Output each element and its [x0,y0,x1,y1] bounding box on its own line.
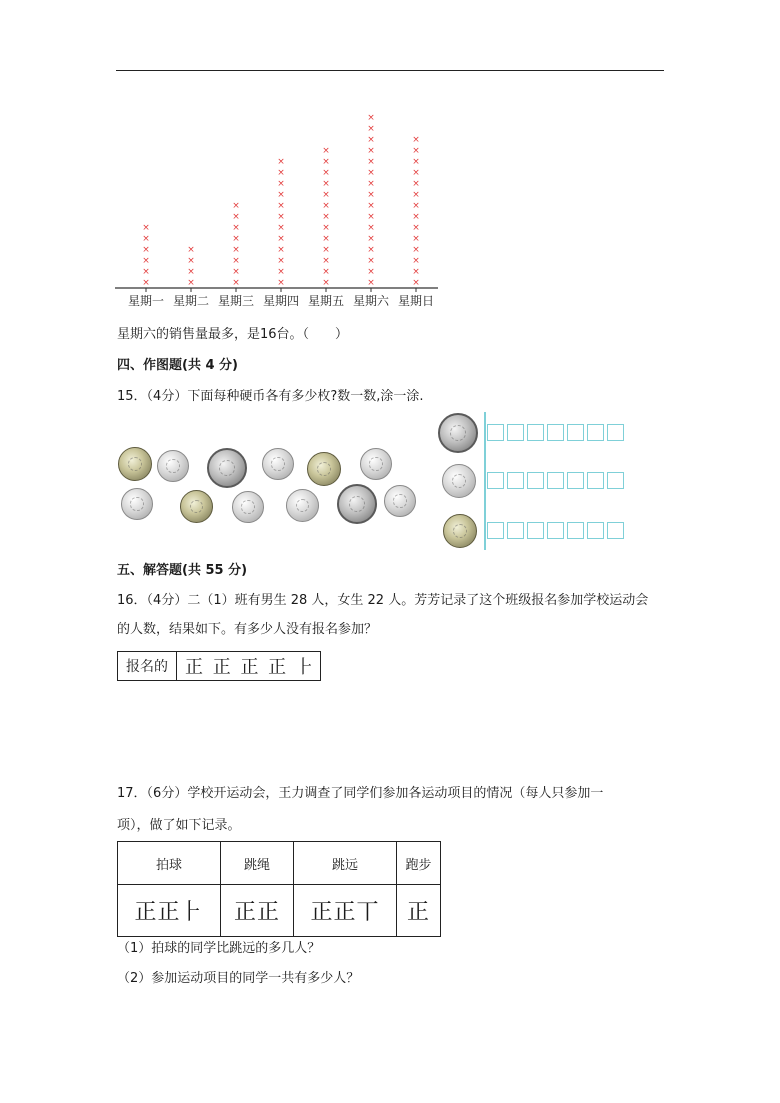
q17-sub2: （2）参加运动项目的同学一共有多少人？ [117,971,360,986]
answer-box[interactable] [527,424,544,441]
coin-1-icon [307,452,341,486]
data-mark: × [367,212,375,222]
answer-box[interactable] [527,522,544,539]
q16-line2: 的人数，结果如下。有多少人没有报名参加？ [117,622,378,637]
data-mark: × [367,135,375,145]
x-tick-label: 星期三 [217,294,255,308]
sales-dot-plot [110,100,450,315]
data-mark: × [412,267,420,277]
answer-boxes-row-2[interactable] [487,472,624,489]
data-mark: × [412,278,420,288]
coin-5-icon [286,489,319,522]
answer-box[interactable] [547,522,564,539]
data-mark: × [412,201,420,211]
data-mark: × [187,267,195,277]
data-mark: × [367,146,375,156]
coin-5-icon [232,491,264,523]
answer-boxes-row-1[interactable] [487,424,624,441]
data-mark: × [322,278,330,288]
answer-box[interactable] [547,424,564,441]
data-mark: × [142,256,150,266]
q17-header-paobu: 跑步 [397,842,441,885]
data-mark: × [322,223,330,233]
q17-sub1: （1）拍球的同学比跳远的多几人？ [117,941,321,956]
answer-box[interactable] [607,522,624,539]
data-mark: × [277,223,285,233]
data-mark: × [412,223,420,233]
data-mark: × [277,267,285,277]
data-mark: × [277,179,285,189]
data-mark: × [322,267,330,277]
data-mark: × [232,278,240,288]
answer-box[interactable] [487,472,504,489]
data-mark: × [187,278,195,288]
q17-tally-tiaoyuan: 正正丅 [294,885,397,937]
q17-line2: 项），做了如下记录。 [117,818,241,833]
q14-statement: 星期六的销售量最多，是16台。（ ） [117,327,349,342]
data-mark: × [322,146,330,156]
data-mark: × [277,201,285,211]
data-mark: × [367,157,375,167]
answer-box[interactable] [507,424,524,441]
data-mark: × [142,245,150,255]
answer-divider [484,412,486,550]
data-mark: × [232,256,240,266]
data-mark: × [322,234,330,244]
header-rule [116,70,664,71]
data-mark: × [412,212,420,222]
x-tick-label: 星期二 [172,294,210,308]
data-mark: × [322,190,330,200]
coin-5-icon [121,488,153,520]
answer-box[interactable] [487,424,504,441]
q17-record-table [117,841,441,937]
answer-box[interactable] [607,424,624,441]
q17-tally-tiaosheng: 正正 [221,885,294,937]
data-mark: × [142,267,150,277]
data-mark: × [412,256,420,266]
q16-tally: 正 正 正 正 ⺊ [177,652,321,681]
data-mark: × [277,168,285,178]
data-mark: × [322,157,330,167]
answer-box[interactable] [587,424,604,441]
coin-1-icon [443,514,477,548]
data-mark: × [232,267,240,277]
data-mark: × [412,146,420,156]
data-mark: × [367,223,375,233]
data-mark: × [367,256,375,266]
answer-box[interactable] [567,472,584,489]
coin-5-icon [262,448,294,480]
data-mark: × [322,256,330,266]
coin-5-icon [157,450,189,482]
data-mark: × [232,212,240,222]
data-mark: × [142,234,150,244]
data-mark: × [277,278,285,288]
q17-header-tiaosheng: 跳绳 [221,842,294,885]
q16-table-label: 报名的 [118,652,177,681]
data-mark: × [277,234,285,244]
coin-10-icon [438,413,478,453]
x-tick-label: 星期一 [127,294,165,308]
x-tick-label: 星期五 [307,294,345,308]
data-mark: × [412,234,420,244]
data-mark: × [412,135,420,145]
data-mark: × [367,179,375,189]
data-mark: × [367,278,375,288]
data-mark: × [232,201,240,211]
q17-line1: 17．（6分）学校开运动会，王力调查了同学们参加各运动项目的情况（每人只参加一 [117,786,604,801]
q17-header-paiqiu: 拍球 [118,842,221,885]
answer-box[interactable] [507,472,524,489]
data-mark: × [367,234,375,244]
coin-1-icon [180,490,213,523]
answer-box[interactable] [567,424,584,441]
data-mark: × [232,234,240,244]
answer-box[interactable] [587,472,604,489]
answer-box[interactable] [527,472,544,489]
data-mark: × [322,212,330,222]
q17-header-tiaoyuan: 跳远 [294,842,397,885]
data-mark: × [322,168,330,178]
data-mark: × [232,245,240,255]
x-tick-label: 星期四 [262,294,300,308]
answer-box[interactable] [567,522,584,539]
data-mark: × [142,278,150,288]
coin-10-icon [337,484,377,524]
q16-tally-table [117,651,321,681]
answer-box[interactable] [607,472,624,489]
x-tick-label: 星期日 [397,294,435,308]
coin-5-icon [384,485,416,517]
data-mark: × [277,256,285,266]
coin-1-icon [118,447,152,481]
data-mark: × [277,190,285,200]
data-mark: × [412,179,420,189]
data-mark: × [232,223,240,233]
data-mark: × [277,157,285,167]
data-mark: × [367,201,375,211]
data-mark: × [322,179,330,189]
data-mark: × [412,190,420,200]
q15-text: 15．（4分）下面每种硬币各有多少枚?数一数,涂一涂. [117,389,424,404]
answer-box[interactable] [547,472,564,489]
data-mark: × [412,168,420,178]
data-mark: × [412,245,420,255]
q17-tally-paiqiu: 正正⺊ [118,885,221,937]
data-mark: × [322,245,330,255]
data-mark: × [367,124,375,134]
data-mark: × [322,201,330,211]
q17-tally-paobu: 正 [397,885,441,937]
data-mark: × [187,256,195,266]
data-mark: × [367,267,375,277]
section5-title: 五、解答题(共 55 分) [117,563,248,578]
data-mark: × [277,212,285,222]
data-mark: × [142,223,150,233]
x-tick-label: 星期六 [352,294,390,308]
coin-10-icon [207,448,247,488]
data-mark: × [412,157,420,167]
coin-5-icon [442,464,476,498]
answer-boxes-row-3[interactable] [487,522,624,539]
answer-box[interactable] [487,522,504,539]
data-mark: × [367,245,375,255]
section4-title: 四、作图题(共 4 分) [117,358,238,373]
data-mark: × [367,113,375,123]
q16-line1: 16．（4分）二（1）班有男生 28 人，女生 22 人。芳芳记录了这个班级报名参加学校运动会 [117,593,649,608]
data-mark: × [367,168,375,178]
data-mark: × [367,190,375,200]
data-mark: × [277,245,285,255]
answer-box[interactable] [587,522,604,539]
coin-5-icon [360,448,392,480]
answer-box[interactable] [507,522,524,539]
data-mark: × [187,245,195,255]
